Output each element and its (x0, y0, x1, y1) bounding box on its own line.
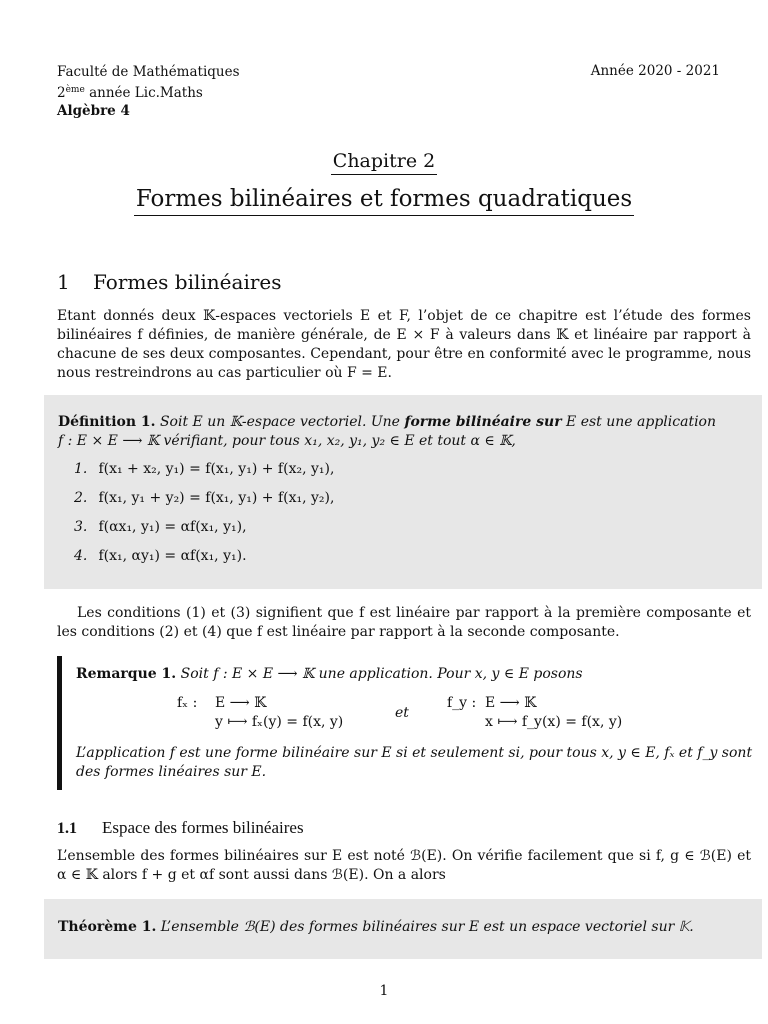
definition-text: Définition 1. Soit E un 𝕂-espace vectoriel. Une forme bilinéaire sur E est une application f : E × E ⟶ 𝕂 vérifiant, pour tous x₁, x₂, y₁, y₂ ∈ E et tout α ∈ 𝕂, (58, 414, 716, 449)
definition-list (74, 461, 334, 577)
remark-block (57, 656, 762, 790)
fy-name: f_y : (447, 695, 477, 711)
intro-paragraph: Etant donnés deux 𝕂-espaces vectoriels E et F, l’objet de ce chapitre est l’étude des formes bilinéaires f définies, de manière générale, de E × F à valeurs dans 𝕂 et linéaire par rapport à chacune de ses deux composantes. Cependant, pour être en conformité avec le programme, nous nous restreindrons au cas particulier où F = E. (57, 308, 751, 381)
chapter-title: Formes bilinéaires et formes quadratiques (0, 186, 768, 212)
section-heading: 1 Formes bilinéaires (57, 270, 282, 294)
remark-label: Remarque 1. (76, 666, 177, 682)
remark-text: Remarque 1. Soit f : E × E ⟶ 𝕂 une application. Pour x, y ∈ E posons (76, 666, 583, 682)
list-item: 2. f(x₁, y₁ + y₂) = f(x₁, y₁) + f(x₁, y₂), (74, 490, 335, 506)
list-item: 3. f(αx₁, y₁) = αf(x₁, y₁), (74, 519, 247, 535)
list-item: 1. f(x₁ + x₂, y₁) = f(x₁, y₁) + f(x₂, y₁), (74, 461, 335, 477)
fy-row-1: E ⟶ 𝕂 (485, 695, 537, 711)
conditions-paragraph: Les conditions (1) et (3) signifient que f est linéaire par rapport à la première composante et les conditions (2) et (4) que f est linéaire par rapport à la seconde composante. (57, 605, 751, 640)
subsection-paragraph: L’ensemble des formes bilinéaires sur E est noté ℬ(E). On vérifie facilement que si f, g ∈ ℬ(E) et α ∈ 𝕂 alors f + g et αf sont aussi dans ℬ(E). On a alors (57, 848, 751, 883)
theorem-text: Théorème 1. L’ensemble ℬ(E) des formes bilinéaires sur E est un espace vectoriel sur 𝕂. (58, 919, 694, 935)
theorem-label: Théorème 1. (58, 919, 157, 935)
study-level: 2ème année Lic.Maths (57, 85, 203, 101)
list-item: 4. f(x₁, αy₁) = αf(x₁, y₁). (74, 548, 247, 564)
remark-conclusion: L’application f est une forme bilinéaire sur E si et seulement si, pour tous x, y ∈ E, fₓ et f_y sont des formes linéaires sur E. (76, 745, 753, 780)
defined-term: forme bilinéaire sur (404, 414, 562, 430)
definition-box (44, 395, 762, 589)
definition-label: Définition 1. (58, 414, 156, 430)
faculty-name: Faculté de Mathématiques (57, 64, 240, 80)
map-definitions (177, 694, 657, 738)
fy-row-2: x ⟼ f_y(x) = f(x, y) (485, 714, 623, 730)
page-number: 1 (379, 983, 389, 999)
et-word: et (395, 705, 409, 721)
header-left (57, 63, 240, 120)
course-name: Algèbre 4 (57, 103, 130, 119)
fx-row-2: y ⟼ fₓ(y) = f(x, y) (215, 714, 344, 730)
fx-name: fₓ : (177, 695, 198, 711)
fx-row-1: E ⟶ 𝕂 (215, 695, 267, 711)
chapter-number: Chapitre 2 (0, 150, 768, 172)
theorem-box (44, 899, 762, 959)
academic-year: Année 2020 - 2021 (590, 63, 720, 79)
subsection-heading: 1.1 Espace des formes bilinéaires (57, 818, 304, 837)
